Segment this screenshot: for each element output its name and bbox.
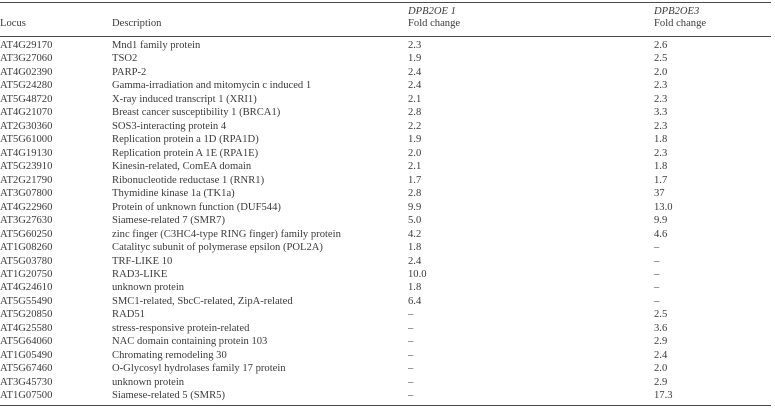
description-cell: Gamma-irradiation and mitomycin c induced 1 xyxy=(112,80,312,92)
description-cell: NAC domain containing protein 103 xyxy=(112,336,268,348)
oe1-fold-change-cell: 2.1 xyxy=(408,161,422,173)
locus-cell: AT3G07800 xyxy=(0,188,53,200)
oe1-fold-change-cell: 2.1 xyxy=(408,93,422,105)
oe1-fold-change-cell: 2.8 xyxy=(408,107,422,119)
table-row xyxy=(0,295,771,308)
locus-cell: AT5G48720 xyxy=(0,93,53,105)
description-cell: RAD51 xyxy=(112,309,145,321)
description-cell: X-ray induced transcript 1 (XRI1) xyxy=(112,93,257,105)
table-row xyxy=(0,389,771,402)
locus-cell: AT4G24610 xyxy=(0,282,53,294)
description-cell: zinc finger (C3HC4-type RING finger) family protein xyxy=(112,228,341,240)
oe3-fold-change-cell: 2.6 xyxy=(654,40,668,51)
oe3-fold-change-cell: 4.6 xyxy=(654,228,668,240)
oe1-fold-change-cell: – xyxy=(408,349,414,361)
oe3-fold-change-cell: 1.8 xyxy=(654,134,668,146)
oe3-fold-change-cell: – xyxy=(654,255,660,267)
oe1-fold-change-cell: 2.0 xyxy=(408,147,422,159)
oe3-fold-change-cell: – xyxy=(654,282,660,294)
table-row xyxy=(0,214,771,227)
description-cell: stress-responsive protein-related xyxy=(112,322,250,334)
table-row xyxy=(0,79,771,92)
description-header-spacer xyxy=(112,3,408,18)
oe3-fold-change-cell: 9.9 xyxy=(654,215,668,227)
fold-change-table xyxy=(0,3,771,403)
locus-header-spacer xyxy=(0,3,112,18)
table-row xyxy=(0,349,771,362)
oe3-fold-change-cell: 2.3 xyxy=(654,93,668,105)
table-row xyxy=(0,160,771,173)
oe1-fold-change-cell: 1.7 xyxy=(408,174,422,186)
table-row xyxy=(0,93,771,106)
table-row xyxy=(0,376,771,389)
table-row xyxy=(0,120,771,133)
oe3-fold-change-cell: 2.3 xyxy=(654,80,668,92)
oe3-fold-change-cell: 1.7 xyxy=(654,174,668,186)
oe3-fold-change-cell: 3.3 xyxy=(654,107,668,119)
oe1-fold-change-cell: – xyxy=(408,309,414,321)
table-row xyxy=(0,36,771,52)
description-cell: PARP-2 xyxy=(112,66,147,78)
locus-cell: AT3G27060 xyxy=(0,53,53,65)
oe1-fold-change-cell: 4.2 xyxy=(408,228,422,240)
description-cell: Ribonucleotide reductase 1 (RNR1) xyxy=(112,174,265,186)
oe3-fold-change-cell: 3.6 xyxy=(654,322,668,334)
description-cell: Siamese-related 7 (SMR7) xyxy=(112,215,225,227)
oe3-fold-change-cell: 2.5 xyxy=(654,53,668,65)
oe3-fold-change-cell: – xyxy=(654,268,660,280)
locus-cell: AT5G55490 xyxy=(0,295,53,307)
oe1-fold-change-cell: – xyxy=(408,322,414,334)
locus-cell: AT4G29170 xyxy=(0,40,53,51)
oe3-fold-change-cell: 2.0 xyxy=(654,66,668,78)
description-cell: SOS3-interacting protein 4 xyxy=(112,120,227,132)
bottom-rule xyxy=(0,405,771,406)
description-cell: Siamese-related 5 (SMR5) xyxy=(112,390,225,402)
table-row xyxy=(0,201,771,214)
oe1-fold-change-cell: 2.2 xyxy=(408,120,422,132)
description-cell: unknown protein xyxy=(112,376,185,388)
oe1-fold-change-cell: – xyxy=(408,376,414,388)
description-cell: TSO2 xyxy=(112,53,138,65)
table-row xyxy=(0,66,771,79)
table-row xyxy=(0,322,771,335)
oe3-fold-change-cell: 2.9 xyxy=(654,376,668,388)
table-row xyxy=(0,133,771,146)
locus-cell: AT5G64060 xyxy=(0,336,53,348)
description-header: Description xyxy=(112,18,162,29)
oe3-fold-change-cell: 2.4 xyxy=(654,349,668,361)
locus-cell: AT5G23910 xyxy=(0,161,53,173)
locus-cell: AT5G67460 xyxy=(0,363,53,375)
locus-cell: AT4G22960 xyxy=(0,201,53,213)
description-cell: Breast cancer susceptibility 1 (BRCA1) xyxy=(112,107,281,119)
locus-cell: AT3G45730 xyxy=(0,376,53,388)
table-row xyxy=(0,52,771,65)
table-row xyxy=(0,106,771,119)
locus-cell: AT5G24280 xyxy=(0,80,53,92)
oe1-fold-change-cell: 9.9 xyxy=(408,201,422,213)
locus-cell: AT5G61000 xyxy=(0,134,53,146)
table-row xyxy=(0,228,771,241)
description-cell: unknown protein xyxy=(112,282,185,294)
locus-cell: AT4G21070 xyxy=(0,107,53,119)
oe3-fold-change-cell: 2.0 xyxy=(654,363,668,375)
oe1-fold-change-cell: 2.4 xyxy=(408,255,422,267)
description-cell: Thymidine kinase 1a (TK1a) xyxy=(112,188,235,200)
locus-cell: AT1G20750 xyxy=(0,268,53,280)
locus-cell: AT3G27630 xyxy=(0,215,53,227)
oe3-fold-change-cell: 2.3 xyxy=(654,120,668,132)
table-row xyxy=(0,268,771,281)
description-cell: Catalityc subunit of polymerase epsilon (POL2A) xyxy=(112,242,323,254)
oe1-fold-change-cell: – xyxy=(408,390,414,402)
locus-cell: AT1G05490 xyxy=(0,349,53,361)
oe3-fold-change-cell: 2.9 xyxy=(654,336,668,348)
description-cell: Protein of unknown function (DUF544) xyxy=(112,201,281,213)
oe1-fold-change-cell: 1.9 xyxy=(408,53,422,65)
oe1-subheader: Fold change xyxy=(408,18,461,29)
locus-cell: AT1G07500 xyxy=(0,390,53,402)
description-cell: Kinesin-related, ComEA domain xyxy=(112,161,252,173)
oe1-fold-change-cell: 2.3 xyxy=(408,40,422,51)
oe1-fold-change-cell: 2.4 xyxy=(408,80,422,92)
oe1-fold-change-cell: 5.0 xyxy=(408,215,422,227)
oe3-fold-change-cell: – xyxy=(654,242,660,254)
description-cell: O-Glycosyl hydrolases family 17 protein xyxy=(112,363,286,375)
locus-cell: AT4G25580 xyxy=(0,322,53,334)
oe1-fold-change-cell: 2.8 xyxy=(408,188,422,200)
oe1-fold-change-cell: 1.8 xyxy=(408,282,422,294)
table-body xyxy=(0,36,771,403)
oe3-fold-change-cell: 37 xyxy=(654,188,665,200)
oe1-fold-change-cell: – xyxy=(408,336,414,348)
oe3-fold-change-cell: 2.3 xyxy=(654,147,668,159)
locus-cell: AT5G03780 xyxy=(0,255,53,267)
table-row xyxy=(0,281,771,294)
oe1-fold-change-cell: 6.4 xyxy=(408,295,422,307)
table-row xyxy=(0,255,771,268)
table-header xyxy=(0,3,771,36)
table-row xyxy=(0,147,771,160)
table-row xyxy=(0,308,771,321)
oe3-fold-change-cell: – xyxy=(654,295,660,307)
description-cell: Replication protein a 1D (RPA1D) xyxy=(112,134,259,146)
oe3-fold-change-cell: 17.3 xyxy=(654,390,673,402)
oe1-fold-change-cell: 10.0 xyxy=(408,268,427,280)
oe3-subheader: Fold change xyxy=(654,18,707,29)
locus-cell: AT4G02390 xyxy=(0,66,53,78)
locus-cell: AT2G30360 xyxy=(0,120,53,132)
oe3-header: DPB2OE3 xyxy=(654,6,700,17)
oe1-header: DPB2OE 1 xyxy=(408,6,456,17)
oe3-fold-change-cell: 2.5 xyxy=(654,309,668,321)
locus-cell: AT4G19130 xyxy=(0,147,53,159)
table-row xyxy=(0,174,771,187)
oe1-fold-change-cell: 2.4 xyxy=(408,66,422,78)
table-row xyxy=(0,187,771,200)
locus-cell: AT5G60250 xyxy=(0,228,53,240)
description-cell: Mnd1 family protein xyxy=(112,40,201,51)
table-row xyxy=(0,362,771,375)
oe1-fold-change-cell: 1.8 xyxy=(408,242,422,254)
description-cell: SMC1-related, SbcC-related, ZipA-related xyxy=(112,295,293,307)
oe1-fold-change-cell: 1.9 xyxy=(408,134,422,146)
description-cell: Chromating remodeling 30 xyxy=(112,349,227,361)
table-row xyxy=(0,335,771,348)
locus-header: Locus xyxy=(0,18,26,29)
oe3-fold-change-cell: 1.8 xyxy=(654,161,668,173)
table-row xyxy=(0,241,771,254)
description-cell: Replication protein A 1E (RPA1E) xyxy=(112,147,259,159)
description-cell: RAD3-LIKE xyxy=(112,268,168,280)
oe1-fold-change-cell: – xyxy=(408,363,414,375)
locus-cell: AT1G08260 xyxy=(0,242,53,254)
locus-cell: AT5G20850 xyxy=(0,309,53,321)
locus-cell: AT2G21790 xyxy=(0,174,53,186)
oe3-fold-change-cell: 13.0 xyxy=(654,201,673,213)
description-cell: TRF-LIKE 10 xyxy=(112,255,173,267)
